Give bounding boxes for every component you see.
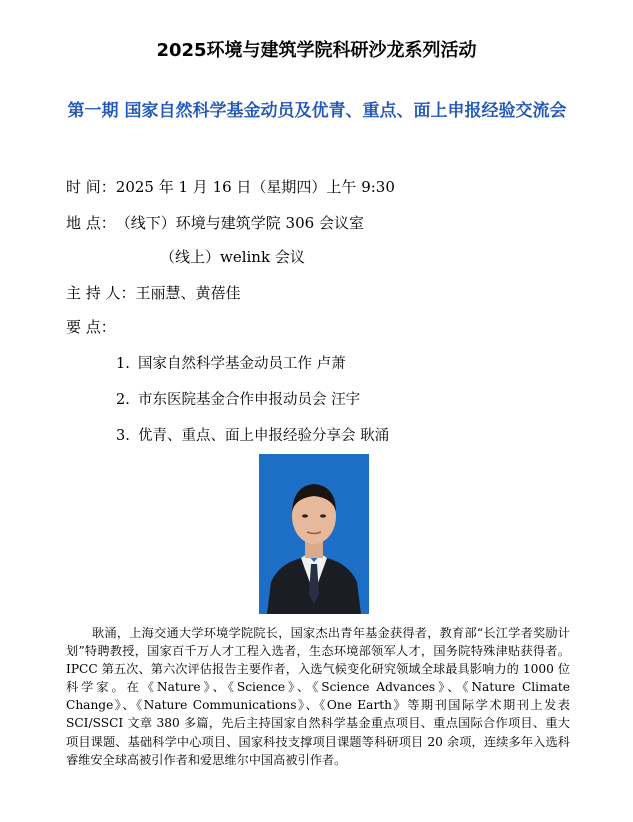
place-offline: （线下）环境与建筑学院 306 会议室: [115, 214, 364, 232]
place-label: 地 点：: [66, 214, 116, 232]
place-online-row: [160, 246, 305, 267]
host-label: 主 持 人：: [66, 284, 136, 302]
point-number: 1.: [116, 356, 130, 372]
points-label: 要 点：: [66, 318, 116, 336]
time-label: 时 间：: [66, 178, 116, 196]
page-title: 2025环境与建筑学院科研沙龙系列活动: [156, 40, 477, 61]
speaker-photo: [259, 454, 369, 614]
speaker-bio: 耿涌，上海交通大学环境学院院长，国家杰出青年基金获得者，教育部“长江学者奖励计划”特聘教授，国家百千万人才工程入选者，生态环境部领军人才，国务院特殊津贴获得者。IPCC 第五次、第六次评估报告主要作者，入选气候变化研究领域全球最具影响力的 1000 位科学家。在《Nature》、《Science》、《Science Advances》、《Nature Climate Change》、《Nature Communications》、《One Earth》等期刊国际学术期刊上发表 SCI/SSCI 文章 380 多篇，先后主持国家自然科学基金重点项目、重点国际合作项目、重大项目课题、基础科学中心项目、国家科技支撑项目课题等科研项目 20 余项，连续多年入选科睿维安全球高被引作者和爱思维尔中国高被引作者。: [66, 626, 570, 767]
point-text: 国家自然科学基金动员工作 卢萧: [138, 356, 346, 372]
portrait-illustration: [259, 454, 369, 614]
point-number: 3.: [116, 428, 130, 444]
place-row: [66, 212, 364, 233]
point-number: 2.: [116, 392, 130, 408]
point-text: 优青、重点、面上申报经验分享会 耿涌: [138, 428, 390, 444]
list-item: [116, 352, 346, 373]
host-value: 王丽慧、黄蓓佳: [135, 284, 241, 302]
point-text: 市东医院基金合作申报动员会 汪宇: [138, 392, 361, 408]
place-online: （线上）welink 会议: [160, 248, 305, 266]
host-row: [66, 282, 241, 303]
event-subtitle: 第一期 国家自然科学基金动员及优青、重点、面上申报经验交流会: [67, 101, 567, 121]
list-item: [116, 388, 360, 409]
list-item: [116, 424, 389, 445]
time-row: [66, 176, 395, 197]
points-row: [66, 316, 116, 337]
time-value: 2025 年 1 月 16 日（星期四）上午 9:30: [115, 178, 395, 196]
